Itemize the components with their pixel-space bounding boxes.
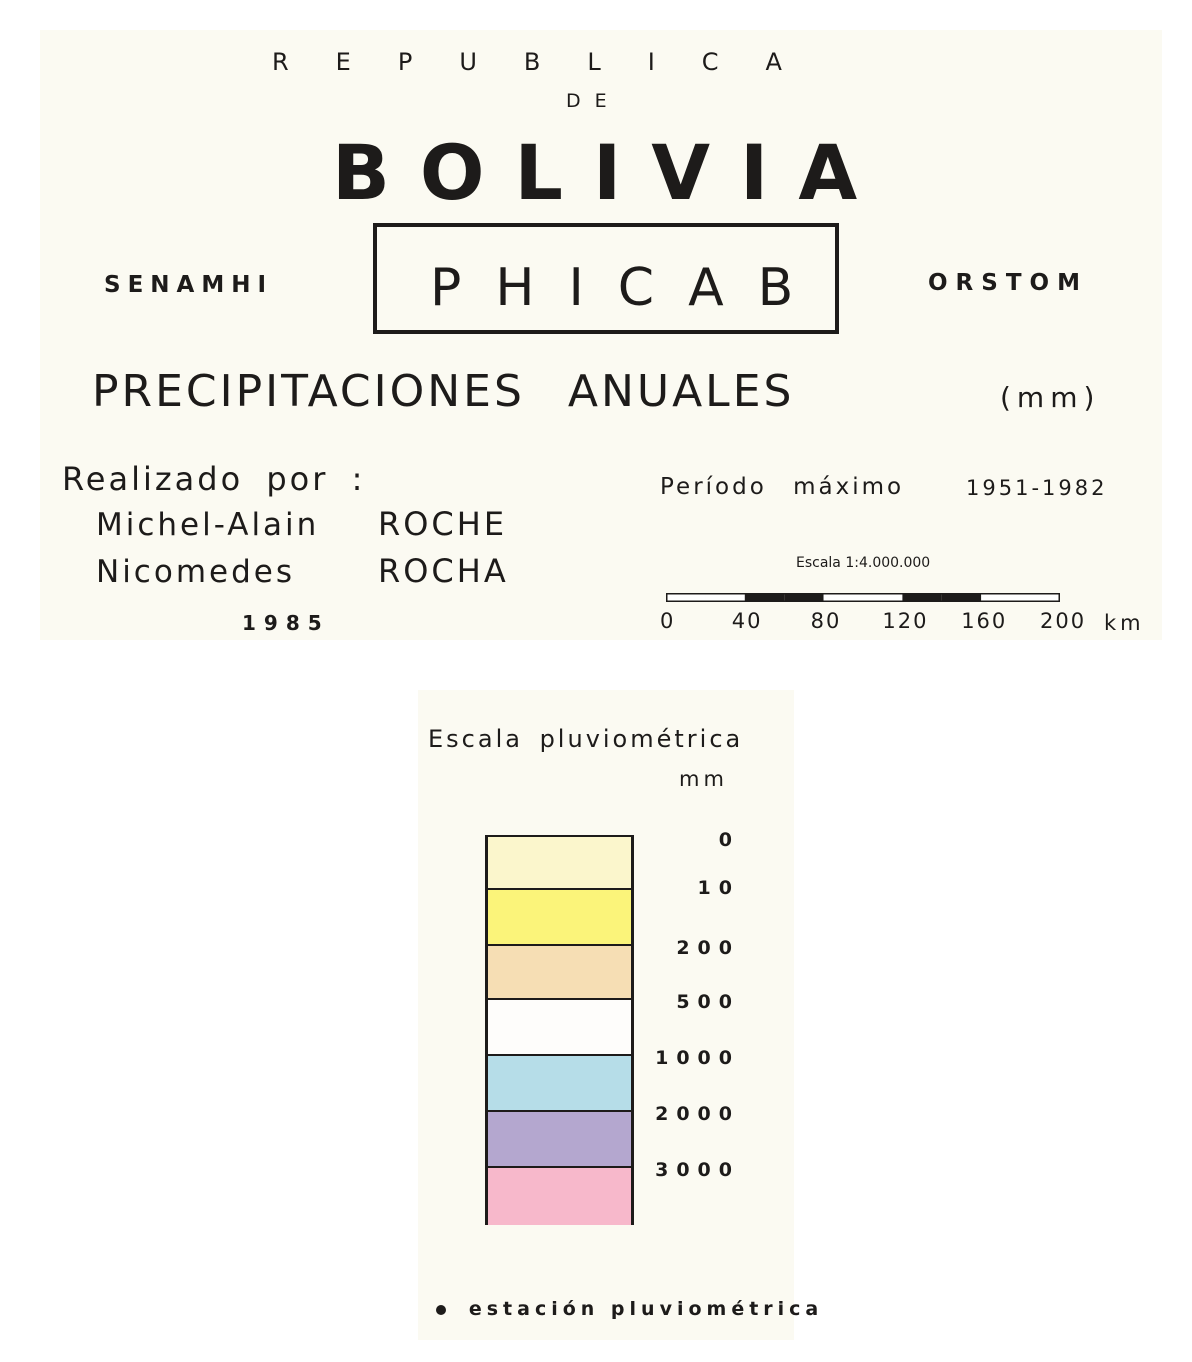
scale-tick-label: 0 xyxy=(660,609,676,633)
scale-unit: km xyxy=(1104,611,1145,635)
scale-tick-label: 120 xyxy=(882,609,929,633)
legend-boundary-line xyxy=(488,835,631,837)
legend-boundary-line xyxy=(488,998,631,1000)
right-organization: ORSTOM xyxy=(928,270,1088,296)
legend-boundary-line xyxy=(488,1166,631,1168)
map-title: PRECIPITACIONES ANUALES xyxy=(92,366,795,417)
legend-boundary-line xyxy=(488,888,631,890)
legend-color-ramp xyxy=(485,835,634,1225)
legend-boundary-line xyxy=(488,944,631,946)
author-given-name: Michel-Alain xyxy=(96,507,320,543)
legend-boundary-value: 0 xyxy=(718,829,740,851)
legend-color-band xyxy=(488,1167,631,1225)
legend-boundary-value: 3000 xyxy=(655,1159,740,1181)
station-label-text: estación pluviométrica xyxy=(468,1298,824,1320)
author-surname: ROCHA xyxy=(378,552,509,590)
legend-title: Escala pluviométrica xyxy=(428,725,744,753)
scale-tick-label: 200 xyxy=(1040,609,1087,633)
legend-boundary-line xyxy=(488,1054,631,1056)
map-unit: (mm) xyxy=(1000,381,1101,414)
de-text: DE xyxy=(566,90,621,112)
legend-boundary-value: 10 xyxy=(697,877,740,899)
legend-color-band xyxy=(488,835,631,889)
scale-tick-label: 80 xyxy=(810,609,842,633)
title-panel xyxy=(40,30,1162,640)
program-title: PHICAB xyxy=(430,258,828,318)
legend-boundary-line xyxy=(488,1110,631,1112)
legend-color-band xyxy=(488,1055,631,1111)
scale-tick-label: 160 xyxy=(961,609,1008,633)
legend-boundary-value: 1000 xyxy=(655,1047,740,1069)
legend-boundary-value: 500 xyxy=(676,991,740,1013)
scale-tick-label: 40 xyxy=(731,609,763,633)
left-organization: SENAMHI xyxy=(104,272,274,298)
credits-label: Realizado por : xyxy=(62,460,366,498)
legend-unit: mm xyxy=(679,767,728,791)
author-given-name: Nicomedes xyxy=(96,554,295,590)
legend-color-band xyxy=(488,889,631,945)
legend-color-band xyxy=(488,1111,631,1167)
country-title: BOLIVIA xyxy=(332,128,888,217)
scale-bar xyxy=(666,593,1060,602)
author-surname: ROCHE xyxy=(378,505,508,543)
station-label xyxy=(434,1298,823,1320)
legend-boundary-value: 2000 xyxy=(655,1103,740,1125)
publication-year: 1985 xyxy=(242,611,330,635)
republica-text: REPUBLICA xyxy=(272,48,829,76)
legend-color-band xyxy=(488,945,631,999)
period-label: Período máximo xyxy=(660,474,905,500)
legend-color-band xyxy=(488,999,631,1055)
period-years: 1951-1982 xyxy=(966,476,1108,500)
scale-label: Escala 1:4.000.000 xyxy=(796,555,931,571)
legend-boundary-value: 200 xyxy=(676,937,740,959)
